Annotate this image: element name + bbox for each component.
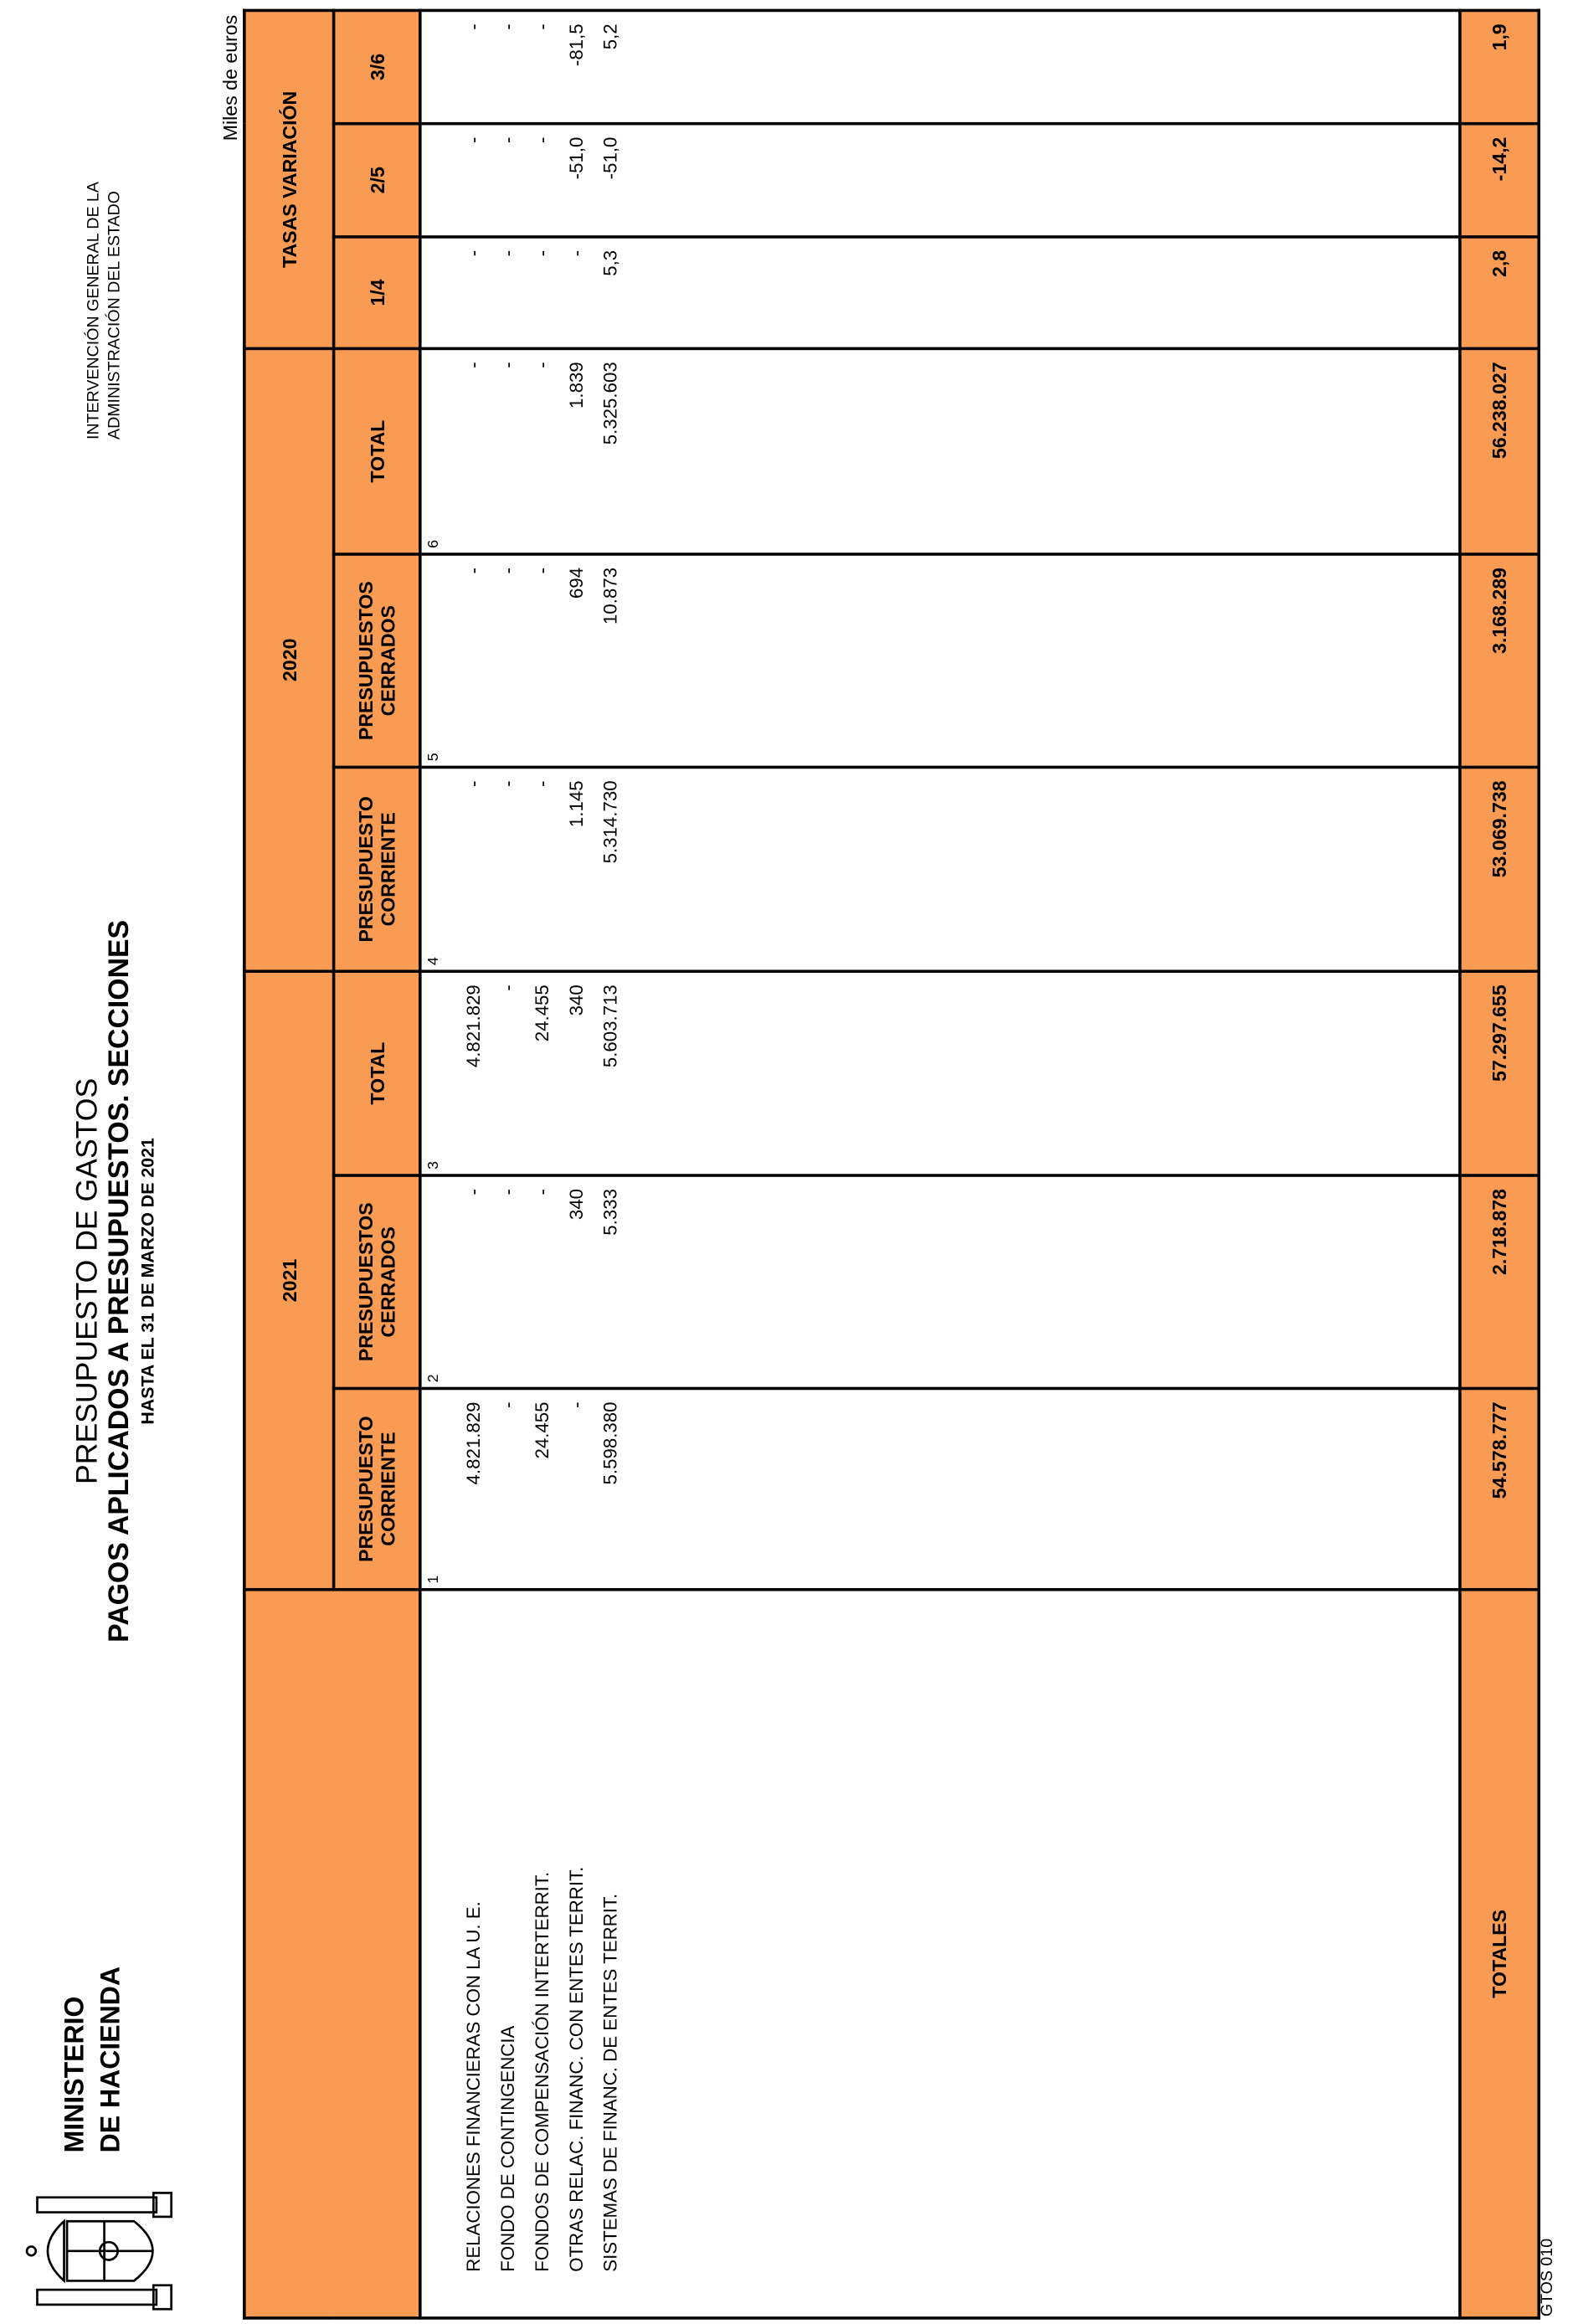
totals-label: TOTALES — [1460, 1590, 1539, 2318]
cell-value: - — [497, 23, 519, 30]
units-label: Miles de euros — [218, 14, 242, 141]
total-value: 53.069.738 — [1460, 767, 1539, 971]
data-column-cell — [420, 554, 1460, 767]
cell-value: - — [463, 23, 485, 30]
column-index: 5 — [425, 753, 443, 762]
cell-value: 5.333 — [600, 1189, 622, 1236]
ministry-line-2: DE HACIENDA — [95, 1966, 126, 2153]
column-header-line: PRESUPUESTO — [354, 1416, 378, 1562]
cell-value: 4.821.829 — [463, 1401, 485, 1485]
row-label: FONDOS DE COMPENSACIÓN INTERTERRIT. — [532, 1871, 553, 2272]
column-header-line: CERRADOS — [377, 604, 399, 717]
column-header-line: 2/5 — [365, 167, 388, 194]
cell-value: 5.314.730 — [600, 780, 622, 864]
cell-value: 5.325.603 — [600, 362, 622, 445]
cell-value: -51,0 — [566, 136, 588, 180]
cell-value: - — [532, 136, 553, 144]
row-label: OTRAS RELAC. FINANC. CON ENTES TERRIT. — [566, 1866, 588, 2272]
ministry-line-1: MINISTERIO — [59, 1996, 90, 2153]
column-header-line: PRESUPUESTOS — [354, 581, 378, 741]
cell-value: - — [497, 249, 519, 257]
report-title: PRESUPUESTO DE GASTOS — [71, 1077, 105, 1484]
total-value: 3.168.289 — [1460, 554, 1539, 767]
total-value: 2.718.878 — [1460, 1175, 1539, 1388]
column-header-line: TOTAL — [365, 1041, 388, 1105]
column-header — [334, 554, 420, 767]
column-header-line: PRESUPUESTOS — [354, 1202, 378, 1362]
total-value: 54.578.777 — [1460, 1388, 1539, 1589]
cell-value: - — [463, 136, 485, 144]
cell-value: - — [532, 249, 553, 257]
payments-table — [243, 9, 1540, 2320]
cell-value: -81,5 — [566, 23, 588, 67]
group-2021: 2021 — [244, 971, 334, 1590]
column-index: 4 — [425, 957, 443, 966]
column-index: 1 — [425, 1575, 443, 1584]
total-value: 2,8 — [1460, 237, 1539, 348]
cell-value: 24.455 — [532, 1401, 553, 1459]
data-column-cell — [420, 1388, 1460, 1589]
column-header-line: 3/6 — [365, 53, 388, 81]
cell-value: - — [497, 136, 519, 144]
cell-value: 694 — [566, 567, 588, 599]
cell-value: - — [497, 567, 519, 574]
column-header — [334, 10, 420, 123]
cell-value: - — [566, 1401, 588, 1408]
data-column-cell — [420, 348, 1460, 554]
cell-value: 10.873 — [600, 567, 622, 625]
cell-value: - — [532, 23, 553, 30]
column-index: 6 — [425, 539, 443, 548]
agency-name — [84, 182, 126, 440]
data-column-cell — [420, 1175, 1460, 1388]
cell-value: - — [532, 1189, 553, 1195]
column-header — [334, 767, 420, 971]
data-column-cell — [420, 124, 1460, 237]
cell-value: - — [463, 780, 485, 787]
cell-value: 5.603.713 — [600, 985, 622, 1068]
cell-value: 5,2 — [600, 23, 622, 50]
report-date: HASTA EL 31 DE MARZO DE 2021 — [136, 1138, 158, 1425]
cell-value: 24.455 — [532, 985, 553, 1042]
column-index: 2 — [425, 1374, 443, 1383]
group-tasas: TASAS VARIACIÓN — [244, 10, 334, 348]
cell-value: - — [497, 362, 519, 368]
cell-value: - — [532, 567, 553, 574]
agency-line-1: INTERVENCIÓN GENERAL DE LA — [85, 182, 103, 440]
cell-value: 5.598.380 — [600, 1401, 622, 1485]
column-header — [334, 971, 420, 1175]
group-2020: 2020 — [244, 348, 334, 971]
row-label: RELACIONES FINANCIERAS CON LA U. E. — [463, 1901, 485, 2272]
cell-value: - — [497, 1189, 519, 1195]
column-header-line: PRESUPUESTO — [354, 796, 378, 943]
cell-value: - — [532, 780, 553, 787]
cell-value: - — [566, 249, 588, 257]
column-header — [334, 237, 420, 348]
row-label: SISTEMAS DE FINANC. DE ENTES TERRIT. — [600, 1893, 622, 2272]
cell-value: 4.821.829 — [463, 985, 485, 1068]
report-subtitle: PAGOS APLICADOS A PRESUPUESTOS. SECCIONES — [104, 919, 136, 1643]
cell-value: 5,3 — [600, 249, 622, 276]
cell-value: - — [497, 780, 519, 787]
row-label: FONDO DE CONTINGENCIA — [497, 2025, 519, 2272]
total-value: 1,9 — [1460, 10, 1539, 123]
data-column-cell — [420, 237, 1460, 348]
cell-value: - — [463, 567, 485, 574]
column-header-line: 1/4 — [365, 279, 388, 306]
cell-value: - — [497, 1401, 519, 1408]
cell-value: 340 — [566, 1189, 588, 1221]
cell-value: - — [497, 985, 519, 991]
column-header — [334, 348, 420, 554]
cell-value: - — [463, 249, 485, 257]
cell-value: 1.145 — [566, 780, 588, 828]
data-column-cell — [420, 971, 1460, 1175]
column-header-line: CERRADOS — [377, 1226, 399, 1338]
data-column-cell — [420, 767, 1460, 971]
column-header-line: CORRIENTE — [377, 1432, 399, 1546]
cell-value: - — [463, 1189, 485, 1195]
agency-line-2: ADMINISTRACIÓN DEL ESTADO — [105, 191, 124, 440]
report-code: GTOS 010 — [1539, 2238, 1557, 2317]
column-header — [334, 1388, 420, 1589]
total-value: -14,2 — [1460, 124, 1539, 237]
total-value: 57.297.655 — [1460, 971, 1539, 1175]
cell-value: - — [532, 362, 553, 368]
cell-value: 1.839 — [566, 362, 588, 409]
column-header-line: CORRIENTE — [377, 812, 399, 927]
column-header-line: TOTAL — [365, 419, 388, 483]
cell-value: -51,0 — [600, 136, 622, 180]
column-header — [334, 124, 420, 237]
row-labels-cell — [420, 1590, 1460, 2318]
total-value: 56.238.027 — [1460, 348, 1539, 554]
cell-value: 340 — [566, 985, 588, 1016]
column-index: 3 — [425, 1161, 443, 1170]
cell-value: - — [463, 362, 485, 368]
data-column-cell — [420, 10, 1460, 123]
column-header — [334, 1175, 420, 1388]
label-header — [244, 1590, 420, 2318]
